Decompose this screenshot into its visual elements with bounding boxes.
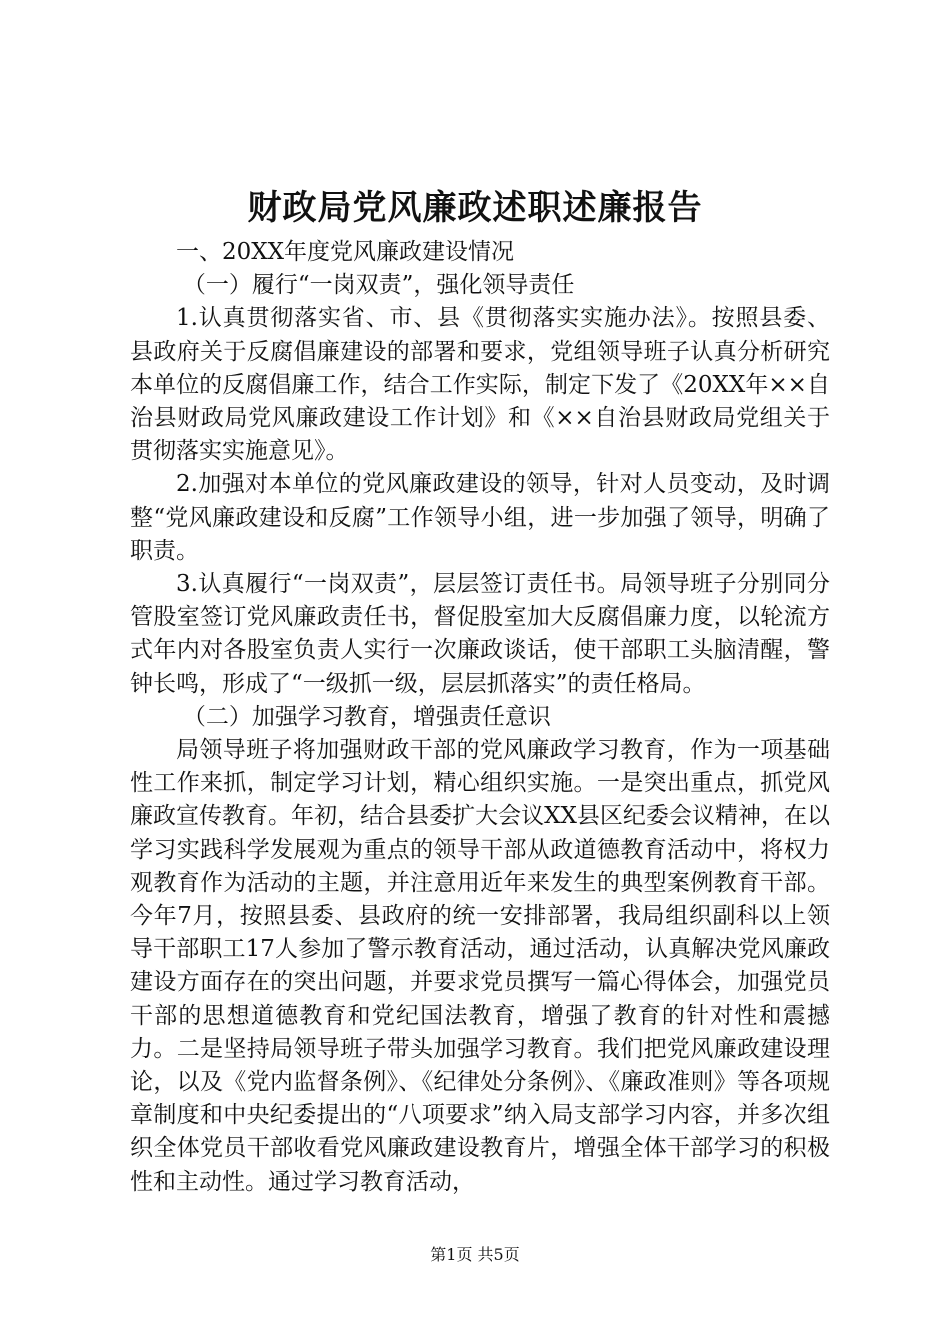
body-paragraph: 局领导班子将加强财政干部的党风廉政学习教育，作为一项基础性工作来抓，制定学习计划，精心组织实施。一是突出重点，抓党风廉政宣传教育。年初，结合县委扩大会议XX县区纪委会议精神，在以学习实践科学发展观为重点的领导干部从政道德教育活动中，将权力观教育作为活动的主题，并注意用近年来发生的典型案例教育干部。今年7月，按照县委、县政府的统一安排部署，我局组织副科以上领导干部职工17人参加了警示教育活动，通过活动，认真解决党风廉政建设方面存在的突出问题，并要求党员撰写一篇心得体会，加强党员干部的思想道德教育和党纪国法教育，增强了教育的针对性和震撼力。二是坚持局领导班子带头加强学习教育。我们把党风廉政建设理论，以及《党内监督条例》、《纪律处分条例》、《廉政准则》等各项规章制度和中央纪委提出的“八项要求”纳入局支部学习内容，并多次组织全体党员干部收看党风廉政建设教育片，增强全体干部学习的积极性和主动性。通过学习教育活动， <box>130 737 830 1195</box>
subsection-heading: （一）履行“一岗双责”，强化领导责任 <box>182 272 575 299</box>
section-heading: 一、20XX年度党风廉政建设情况 <box>176 239 515 265</box>
body-paragraph: 1.认真贯彻落实省、市、县《贯彻落实实施办法》。按照县委、县政府关于反腐倡廉建设的部署和要求，党组领导班子认真分析研究本单位的反腐倡廉工作，结合工作实际，制定下发了《20XX年××自治县财政局党风廉政建设工作计划》和《××自治县财政局党组关于贯彻落实实施意见》。 <box>130 305 830 465</box>
document-title: 财政局党风廉政述职述廉报告 <box>247 188 703 228</box>
subsection-heading: （二）加强学习教育，增强责任意识 <box>182 703 551 730</box>
body-paragraph: 2.加强对本单位的党风廉政建设的领导，针对人员变动，及时调整“党风廉政建设和反腐”工作领导小组，进一步加强了领导，明确了职责。 <box>130 471 830 564</box>
document-body <box>130 236 830 1199</box>
page-number: 第1页 共5页 <box>430 1245 520 1264</box>
body-paragraph: 3.认真履行“一岗双责”，层层签订责任书。局领导班子分别同分管股室签订党风廉政责任书，督促股室加大反腐倡廉力度，以轮流方式年内对各股室负责人实行一次廉政谈话，使干部职工头脑清醒，警钟长鸣，形成了“一级抓一级，层层抓落实”的责任格局。 <box>130 571 830 697</box>
